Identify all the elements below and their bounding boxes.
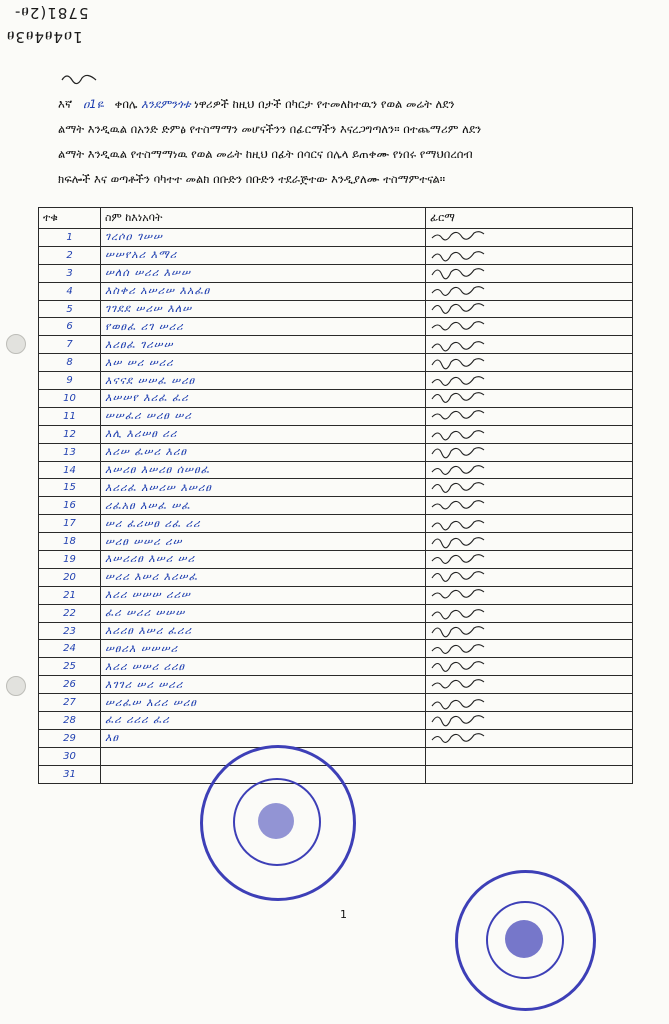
- row-number: 23: [39, 622, 101, 640]
- row-signature: [426, 515, 633, 533]
- row-number: 25: [39, 658, 101, 676]
- table-row: [39, 586, 633, 604]
- row-signature: [426, 640, 633, 658]
- signature-scribble: [430, 373, 500, 389]
- signature-scribble: [430, 605, 500, 621]
- table-row: [39, 246, 633, 264]
- signature-scribble: [430, 516, 500, 532]
- row-signature: [426, 658, 633, 676]
- row-number: 31: [39, 765, 101, 783]
- row-signature: [426, 586, 633, 604]
- signature-scribble: [430, 265, 500, 281]
- row-number: 1: [39, 229, 101, 247]
- row-signature: [426, 229, 633, 247]
- row-name: እሪሪፀ እሠሪ ፈሪሪ: [101, 622, 426, 640]
- row-signature: [426, 533, 633, 551]
- signature-scribble: [430, 462, 500, 478]
- row-signature: [426, 765, 633, 783]
- intro-paragraph: [58, 92, 636, 192]
- table-row: [39, 229, 633, 247]
- row-name: ሠሠየአሪ እማሪ: [101, 246, 426, 264]
- intro-line-2: ልማት እንዲዉል በአንድ ድምፅ የተስማማን መሆናችንን በፊርማችን እናረጋግጣለን። በተጨማሪም ለደን: [58, 122, 482, 136]
- signature-scribble: [430, 677, 500, 693]
- signature-scribble: [430, 247, 500, 263]
- row-signature: [426, 694, 633, 712]
- row-name: እሠ ሠሪ ሠሪሪ: [101, 354, 426, 372]
- signature-scribble: [430, 337, 500, 353]
- table-row: [39, 300, 633, 318]
- row-name: እሠሪፀ እሠሪፀ ሰሠፀፈ: [101, 461, 426, 479]
- row-name: የወፀፈ ሪገ ሠሪሪ: [101, 318, 426, 336]
- top-note-b: 5781(2ፀ-: [14, 4, 89, 22]
- official-stamp-bottom-right: [455, 870, 596, 1011]
- signature-scribble: [430, 623, 500, 639]
- table-row: [39, 264, 633, 282]
- table-row: [39, 497, 633, 515]
- row-name: ሠሪ ፈሪሠፀ ሪፈ ሪሪ: [101, 515, 426, 533]
- row-signature: [426, 336, 633, 354]
- row-signature: [426, 354, 633, 372]
- row-name: እሪሠ ፈሠሪ እሪፀ: [101, 443, 426, 461]
- signature-scribble: [430, 301, 500, 317]
- row-name: እሠሪሪፀ እሠሪ ሠሪ: [101, 551, 426, 569]
- row-signature: [426, 622, 633, 640]
- row-signature: [426, 246, 633, 264]
- table-row: [39, 551, 633, 569]
- table-row: [39, 407, 633, 425]
- table-header-row: [39, 208, 633, 229]
- row-signature: [426, 372, 633, 390]
- row-signature: [426, 747, 633, 765]
- row-number: 21: [39, 586, 101, 604]
- row-name: እናናደ ሠሠፈ ሠሪፀ: [101, 372, 426, 390]
- row-number: 5: [39, 300, 101, 318]
- signature-scribble: [430, 534, 500, 550]
- stamp-emblem: [258, 803, 294, 839]
- signature-scribble: [430, 480, 500, 496]
- signature-scribble: [430, 587, 500, 603]
- header-name: ስም ከእነአባት: [101, 208, 426, 229]
- row-number: 22: [39, 604, 101, 622]
- stamp-emblem-2: [505, 920, 543, 958]
- table-row: [39, 372, 633, 390]
- signature-scribble: [430, 408, 500, 424]
- row-number: 13: [39, 443, 101, 461]
- row-name: እፀ: [101, 729, 426, 747]
- row-name: ሠሪሪ እሠሪ እሪሠፈ: [101, 568, 426, 586]
- row-signature: [426, 479, 633, 497]
- row-signature: [426, 461, 633, 479]
- signature-scribble: [430, 641, 500, 657]
- signature-scribble: [430, 426, 500, 442]
- row-number: 16: [39, 497, 101, 515]
- kebele-word: ቀበሌ: [114, 97, 138, 111]
- row-signature: [426, 551, 633, 569]
- table-row: [39, 604, 633, 622]
- row-name: እሊ እሪሠፀ ሪሪ: [101, 425, 426, 443]
- table-row: [39, 354, 633, 372]
- row-number: 9: [39, 372, 101, 390]
- signature-scribble: [430, 444, 500, 460]
- row-name: ሠሪፀ ሠሠሪ ሪሠ: [101, 533, 426, 551]
- table-row: [39, 568, 633, 586]
- signature-scribble: [430, 319, 500, 335]
- table-row: [39, 640, 633, 658]
- row-number: 20: [39, 568, 101, 586]
- top-note-a: 1ዐ4ፀ4ፀ3ፀ: [6, 28, 83, 46]
- header-number: ተቁ: [39, 208, 101, 229]
- fill-kebele-number: ዐ1ዬ: [83, 97, 104, 111]
- table-row: [39, 747, 633, 765]
- row-number: 17: [39, 515, 101, 533]
- row-number: 4: [39, 282, 101, 300]
- signature-scribble: [430, 551, 500, 567]
- header-signature: ፊርማ: [426, 208, 633, 229]
- table-row: [39, 479, 633, 497]
- page-number: 1: [340, 908, 347, 921]
- row-number: 30: [39, 747, 101, 765]
- fill-kebele-name: እንደምንጎቱ: [141, 97, 191, 111]
- table-row: [39, 622, 633, 640]
- signature-scribble: [430, 730, 500, 746]
- row-number: 3: [39, 264, 101, 282]
- row-number: 11: [39, 407, 101, 425]
- row-number: 29: [39, 729, 101, 747]
- table-row: [39, 712, 633, 730]
- row-number: 18: [39, 533, 101, 551]
- row-name: ሠፀሪእ ሠሠሠሪ: [101, 640, 426, 658]
- row-signature: [426, 729, 633, 747]
- table-row: [39, 676, 633, 694]
- table-row: [39, 443, 633, 461]
- signature-scribble: [430, 283, 500, 299]
- row-signature: [426, 264, 633, 282]
- row-name: እሠሠየ እሪፈ ፈሪ: [101, 390, 426, 408]
- row-number: 15: [39, 479, 101, 497]
- row-number: 14: [39, 461, 101, 479]
- table-row: [39, 461, 633, 479]
- signature-scribble: [430, 498, 500, 514]
- row-signature: [426, 676, 633, 694]
- row-signature: [426, 407, 633, 425]
- row-number: 27: [39, 694, 101, 712]
- table-row: [39, 336, 633, 354]
- row-name: እገገሪ ሠሪ ሠሪሪ: [101, 676, 426, 694]
- row-name: እሪሪፈ እሠሪሠ እሠሪፀ: [101, 479, 426, 497]
- table-row: [39, 318, 633, 336]
- row-number: 19: [39, 551, 101, 569]
- table-row: [39, 425, 633, 443]
- table-row: [39, 658, 633, 676]
- signature-scribble: [430, 390, 500, 406]
- row-number: 28: [39, 712, 101, 730]
- scribble-mark: [60, 70, 100, 86]
- row-signature: [426, 425, 633, 443]
- intro-line-4: ክፍሎች እና ወጣቶችን ባካተተ መልክ በቡድን በቡድን ተደራጅተው እንዲያለሙ ተስማምተናል።: [58, 172, 446, 186]
- row-number: 2: [39, 246, 101, 264]
- signature-scribble: [430, 569, 500, 585]
- signature-table: [38, 207, 633, 784]
- row-name: ሪፈአፀ እሠፈ ሠፈ: [101, 497, 426, 515]
- row-name: እሪፀፈ ገሪሠሠ: [101, 336, 426, 354]
- row-signature: [426, 318, 633, 336]
- table-row: [39, 533, 633, 551]
- row-name: ፈሪ ሪሪሪ ፈሪ: [101, 712, 426, 730]
- row-signature: [426, 300, 633, 318]
- signature-scribble: [430, 355, 500, 371]
- table-row: [39, 515, 633, 533]
- row-number: 7: [39, 336, 101, 354]
- row-name: ገረሶዐ ገሠሠ: [101, 229, 426, 247]
- row-name: ፈሪ ሠሪሪ ሠሠሠ: [101, 604, 426, 622]
- row-number: 6: [39, 318, 101, 336]
- signature-scribble: [430, 712, 500, 728]
- row-number: 24: [39, 640, 101, 658]
- row-number: 12: [39, 425, 101, 443]
- intro-line-1-rest: ነዋሪዎች ከዚህ በታች በካርታ የተመለከተዉን የወል መሬት ለደን: [194, 97, 455, 111]
- signature-scribble: [430, 659, 500, 675]
- row-number: 26: [39, 676, 101, 694]
- row-signature: [426, 282, 633, 300]
- intro-line-1: [58, 92, 636, 117]
- row-signature: [426, 568, 633, 586]
- row-name: እስቀሪ አሠሪሠ እአፈፀ: [101, 282, 426, 300]
- row-signature: [426, 712, 633, 730]
- punch-hole-bottom: [6, 676, 26, 696]
- official-stamp-center: [200, 745, 356, 901]
- intro-line-3: ልማት እንዲዉል የተስማማነዉ የወል መሬት ከዚህ በፊት በሳርና በሌላ ይጠቀሙ የነበሩ የማህበረሰብ: [58, 147, 473, 161]
- row-name: እሪሪ ሠሠሠ ሪሪሠ: [101, 586, 426, 604]
- row-number: 8: [39, 354, 101, 372]
- row-name: ገገደደ ሠሪሠ እለሠ: [101, 300, 426, 318]
- table-row: [39, 694, 633, 712]
- row-name: ሠለሰ ሠሪሪ እሠሠ: [101, 264, 426, 282]
- row-signature: [426, 390, 633, 408]
- row-signature: [426, 497, 633, 515]
- signature-scribble: [430, 229, 500, 245]
- table-row: [39, 729, 633, 747]
- row-name: ሠሪፈሠ እሪሪ ሠሪፀ: [101, 694, 426, 712]
- row-name: ሠሠፈሪ ሠሪፀ ሠሪ: [101, 407, 426, 425]
- signature-scribble: [430, 695, 500, 711]
- table-row: [39, 282, 633, 300]
- row-number: 10: [39, 390, 101, 408]
- intro-lead: እኛ: [58, 97, 73, 111]
- table-row: [39, 390, 633, 408]
- row-signature: [426, 443, 633, 461]
- punch-hole-top: [6, 334, 26, 354]
- row-name: እሪሪ ሠሠሪ ሪሪፀ: [101, 658, 426, 676]
- row-signature: [426, 604, 633, 622]
